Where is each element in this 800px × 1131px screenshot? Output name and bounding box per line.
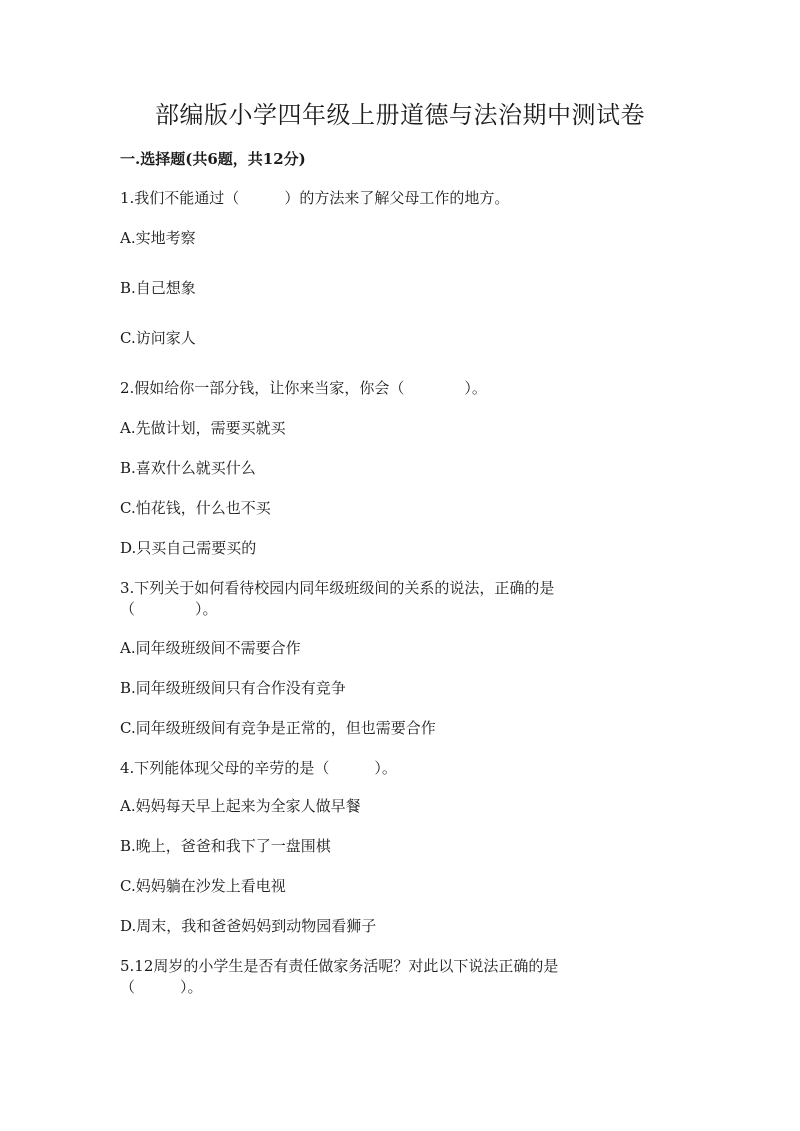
question-3-option-c: C.同年级班级间有竞争是正常的，但也需要合作 (120, 719, 436, 737)
question-2-option-d: D.只买自己需要买的 (120, 539, 257, 557)
question-2-option-c: C.怕花钱，什么也不买 (120, 499, 271, 517)
question-5-stem-line-2: （ ）。 (120, 978, 203, 996)
question-3-option-b: B.同年级班级间只有合作没有竞争 (120, 679, 346, 697)
question-4-option-d: D.周末，我和爸爸妈妈到动物园看狮子 (120, 917, 377, 935)
question-3-option-a: A.同年级班级间不需要合作 (120, 639, 301, 657)
question-1-option-c: C.访问家人 (120, 329, 196, 347)
question-3-stem-line-1: 3.下列关于如何看待校园内同年级班级间的关系的说法，正确的是 (120, 579, 555, 597)
section-heading: 一.选择题(共6题，共12分) (120, 150, 306, 168)
question-2-option-b: B.喜欢什么就买什么 (120, 459, 256, 477)
question-1-option-b: B.自己想象 (120, 279, 196, 297)
question-1-stem: 1.我们不能通过（ ）的方法来了解父母工作的地方。 (120, 189, 510, 207)
question-2-stem: 2.假如给你一部分钱，让你来当家，你会（ ）。 (120, 379, 487, 397)
question-5-stem-line-1: 5.12周岁的小学生是否有责任做家务活呢？对此以下说法正确的是 (120, 957, 559, 975)
question-4-stem: 4.下列能体现父母的辛劳的是（ ）。 (120, 759, 397, 777)
document-title: 部编版小学四年级上册道德与法治期中测试卷 (155, 101, 645, 129)
question-4-option-b: B.晚上，爸爸和我下了一盘围棋 (120, 837, 331, 855)
question-2-option-a: A.先做计划，需要买就买 (120, 419, 286, 437)
question-1-option-a: A.实地考察 (120, 229, 196, 247)
question-4-option-c: C.妈妈躺在沙发上看电视 (120, 877, 286, 895)
question-4-option-a: A.妈妈每天早上起来为全家人做早餐 (120, 797, 361, 815)
question-3-stem-line-2: （ ）。 (120, 600, 218, 618)
